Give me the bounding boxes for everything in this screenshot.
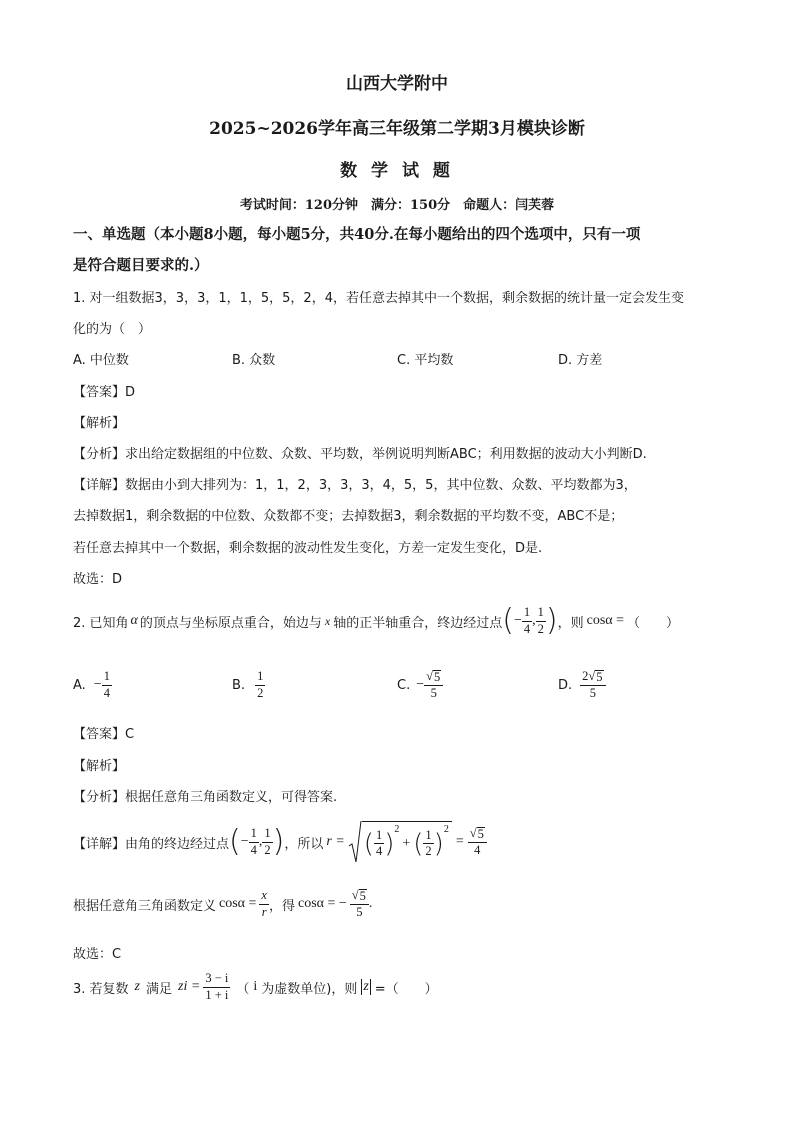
q2-detail-right-paren: ) (272, 824, 285, 859)
q1-result: 故选：D (73, 572, 123, 587)
q2-option-d (558, 666, 606, 704)
q2-option-c-sign: − (416, 677, 425, 692)
q3-fraction-num: 3 − i (203, 972, 230, 987)
q2-detail-result-sqrt (470, 827, 485, 841)
exam-meta: 考试时间：120分钟 满分：150分 命题人：闫芙蓉 (239, 198, 555, 213)
q2-detail-inner-den2: 2 (425, 844, 432, 858)
q3-abs-z-var: z (363, 979, 369, 994)
q2-def-frac (259, 889, 269, 918)
q2-detail-radicand (362, 821, 452, 864)
q3-stem (73, 967, 438, 1007)
q2-option-b (232, 666, 265, 704)
q2-option-a-den: 4 (103, 685, 110, 700)
q2-option-c-num: 5 (434, 669, 441, 684)
q2-alpha: α (130, 613, 138, 628)
q2-detail (73, 820, 487, 864)
q1-stem-line2: 化的为（ ） (73, 322, 152, 337)
subject-title: 数 学 试 题 (340, 161, 454, 181)
q2-option-c-den: 5 (430, 686, 437, 700)
q2-def-frac-x: x (259, 889, 269, 904)
q3-z: z (134, 979, 140, 994)
radical-icon: √ (351, 887, 359, 902)
q2-detail-inner-num2: 1 (423, 829, 433, 844)
q2-option-c (397, 666, 443, 704)
q2-cos-expr: cosα = (586, 613, 625, 628)
q2-detail-y-den: 2 (264, 842, 271, 857)
q2-detail-left-paren: ( (229, 824, 241, 859)
q2-detail-y-num: 1 (262, 827, 272, 842)
q2-option-d-frac (580, 670, 605, 700)
radical-icon: √ (426, 668, 433, 683)
q2-def-part-a: 根据任意角三角函数定义 (73, 898, 217, 914)
q2-detail-inner-frac1 (374, 829, 384, 858)
q2-option-a-sign: − (93, 677, 102, 692)
section-heading-line2: 是符合题目要求的.） (73, 257, 209, 274)
q2-option-d-den: 5 (589, 686, 596, 700)
q2-option-d-label: D. (558, 677, 573, 693)
q2-option-a-frac (102, 670, 112, 699)
q3-abs-right-bar (370, 979, 371, 995)
q2-detail-inner-right-paren-2: ) (433, 828, 444, 859)
q3-fraction-den: 1 + i (205, 987, 229, 1002)
q3-stem-part-b: 满足 (146, 981, 173, 997)
q2-stem-part-b: 的顶点与坐标原点重合，始边与 (139, 615, 322, 631)
q2-analysis-label: 【解析】 (73, 759, 126, 774)
q2-option-b-num: 1 (255, 670, 265, 685)
q2-point-x-den: 4 (523, 621, 531, 636)
q2-option-c-frac (424, 670, 443, 700)
q1-detail-line1: 【详解】数据由小到大排列为：1，1，2，3，3，3，4，5，5，其中位数、众数、平均数都为3， (73, 478, 637, 493)
q2-detail-comma: , (258, 834, 263, 849)
q2-detail-inner-frac2 (423, 829, 433, 858)
q2-analysis-fenxi: 【分析】根据任意角三角函数定义，可得答案. (73, 790, 338, 805)
q2-def-result-den: 5 (356, 905, 363, 919)
q2-detail-part-b: ，所以 (284, 836, 324, 852)
q2-detail-inner-left-paren-2: ( (413, 828, 424, 859)
q2-detail-radical (348, 820, 452, 864)
q2-point-x-num: 1 (522, 606, 532, 621)
q2-def-end: . (368, 896, 373, 911)
q2-detail-x (249, 827, 259, 856)
q1-option-b: B. 众数 (232, 353, 276, 368)
q2-point-comma: , (532, 613, 536, 628)
q2-option-b-label: B. (232, 677, 246, 693)
q2-option-b-frac (255, 670, 265, 699)
radical-sign-icon (348, 820, 362, 864)
q2-def-result-num: 5 (359, 888, 366, 903)
q1-answer: 【答案】D (73, 385, 136, 400)
q2-answer: 【答案】C (73, 727, 135, 742)
q2-detail-inner-den1: 4 (375, 844, 383, 858)
exam-title: 2025~2026学年高三年级第二学期3月模块诊断 (209, 119, 585, 139)
q2-stem-part-e: （ ） (627, 615, 680, 631)
school-name: 山西大学附中 (346, 74, 448, 94)
q3-stem-part-d: 为虚数单位)，则 (261, 981, 358, 997)
q2-stem (73, 604, 679, 638)
q2-definition (73, 884, 372, 924)
q2-option-a-label: A. (73, 677, 86, 693)
q2-point-y-num: 1 (536, 606, 546, 621)
q2-def-cos: cosα = (219, 896, 257, 911)
radical-icon: √ (469, 825, 477, 840)
q2-def-cos2: cosα = − (298, 896, 347, 911)
q2-option-a-num: 1 (102, 670, 112, 685)
q3-stem-part-e: =（ ） (374, 981, 438, 997)
q2-x: x (324, 613, 331, 628)
q1-option-a: A. 中位数 (73, 353, 129, 368)
q2-stem-part-a: 2. 已知角 (73, 615, 129, 631)
q2-def-result-sqrt (352, 889, 367, 903)
q2-detail-inner-left-paren: ( (363, 828, 374, 859)
q1-analysis-label: 【解析】 (73, 416, 126, 431)
q2-detail-result (468, 827, 487, 857)
q2-detail-x-sign: − (240, 834, 249, 849)
q1-option-c: C. 平均数 (397, 353, 454, 368)
q2-result: 故选：C (73, 947, 122, 962)
q2-detail-square-2: 2 (443, 823, 449, 835)
q2-point-x (522, 606, 532, 635)
radical-icon: √ (588, 668, 596, 683)
q2-detail-x-den: 4 (250, 842, 257, 857)
q2-detail-y (262, 827, 272, 856)
q2-detail-inner-num1: 1 (374, 829, 384, 844)
q2-detail-result-num: 5 (477, 826, 484, 841)
q3-abs-z (360, 979, 371, 995)
q2-detail-x-num: 1 (249, 827, 259, 842)
q2-detail-inner-right-paren: ) (384, 828, 395, 859)
q2-option-d-num: 5 (596, 669, 603, 684)
q2-def-frac-r: r (261, 904, 267, 919)
q3-stem-part-a: 3. 若复数 (73, 981, 129, 997)
q2-point-y (536, 606, 546, 635)
q2-option-b-den: 2 (257, 685, 264, 700)
q2-def-part-b: ，得 (268, 898, 295, 914)
q2-detail-square-1: 2 (394, 823, 400, 835)
q3-stem-part-c: （ (236, 981, 250, 997)
q1-option-d: D. 方差 (558, 353, 603, 368)
q2-stem-part-c: 轴的正半轴重合，终边经过点 (333, 615, 503, 631)
q2-option-d-sqrt (588, 670, 603, 684)
q2-detail-r-eq: r = (326, 834, 345, 849)
q3-i: i (253, 979, 258, 994)
q2-detail-result-den: 4 (474, 843, 481, 857)
q2-point-y-den: 2 (537, 621, 544, 636)
q2-detail-plus: + (402, 835, 411, 851)
q3-zi: zi = (178, 979, 201, 994)
q2-def-result (350, 889, 369, 919)
q2-detail-eq: = (455, 834, 464, 849)
q1-detail-line2: 去掉数据1，剩余数据的中位数、众数都不变；去掉数据3，剩余数据的平均数不变，ABC不是； (73, 509, 624, 524)
q2-point-left-paren: ( (502, 603, 514, 638)
q2-point-right-paren: ) (545, 603, 558, 638)
q3-fraction (203, 972, 230, 1001)
q1-detail-line3: 若任意去掉其中一个数据，剩余数据的波动性发生变化，方差一定发生变化，D是. (73, 541, 543, 556)
q2-option-c-label: C. (397, 677, 411, 693)
q2-point-x-sign: − (513, 613, 522, 628)
section-heading-line1: 一、单选题（本小题8小题，每小题5分，共40分.在每小题给出的四个选项中，只有一项 (73, 226, 641, 243)
q1-stem-line1: 1. 对一组数据3，3，3，1，1，5，5，2，4，若任意去掉其中一个数据，剩余数据的统计量一定会发生变 (73, 291, 684, 306)
q2-detail-part-a: 【详解】由角的终边经过点 (73, 836, 230, 852)
q2-option-d-coef: 2 (582, 668, 589, 683)
q2-option-c-sqrt (426, 670, 441, 684)
q2-option-a (73, 666, 112, 704)
q1-analysis-fenxi: 【分析】求出给定数据组的中位数、众数、平均数，举例说明判断ABC；利用数据的波动大小判断D. (73, 447, 647, 462)
q2-stem-part-d: ，则 (557, 615, 584, 631)
